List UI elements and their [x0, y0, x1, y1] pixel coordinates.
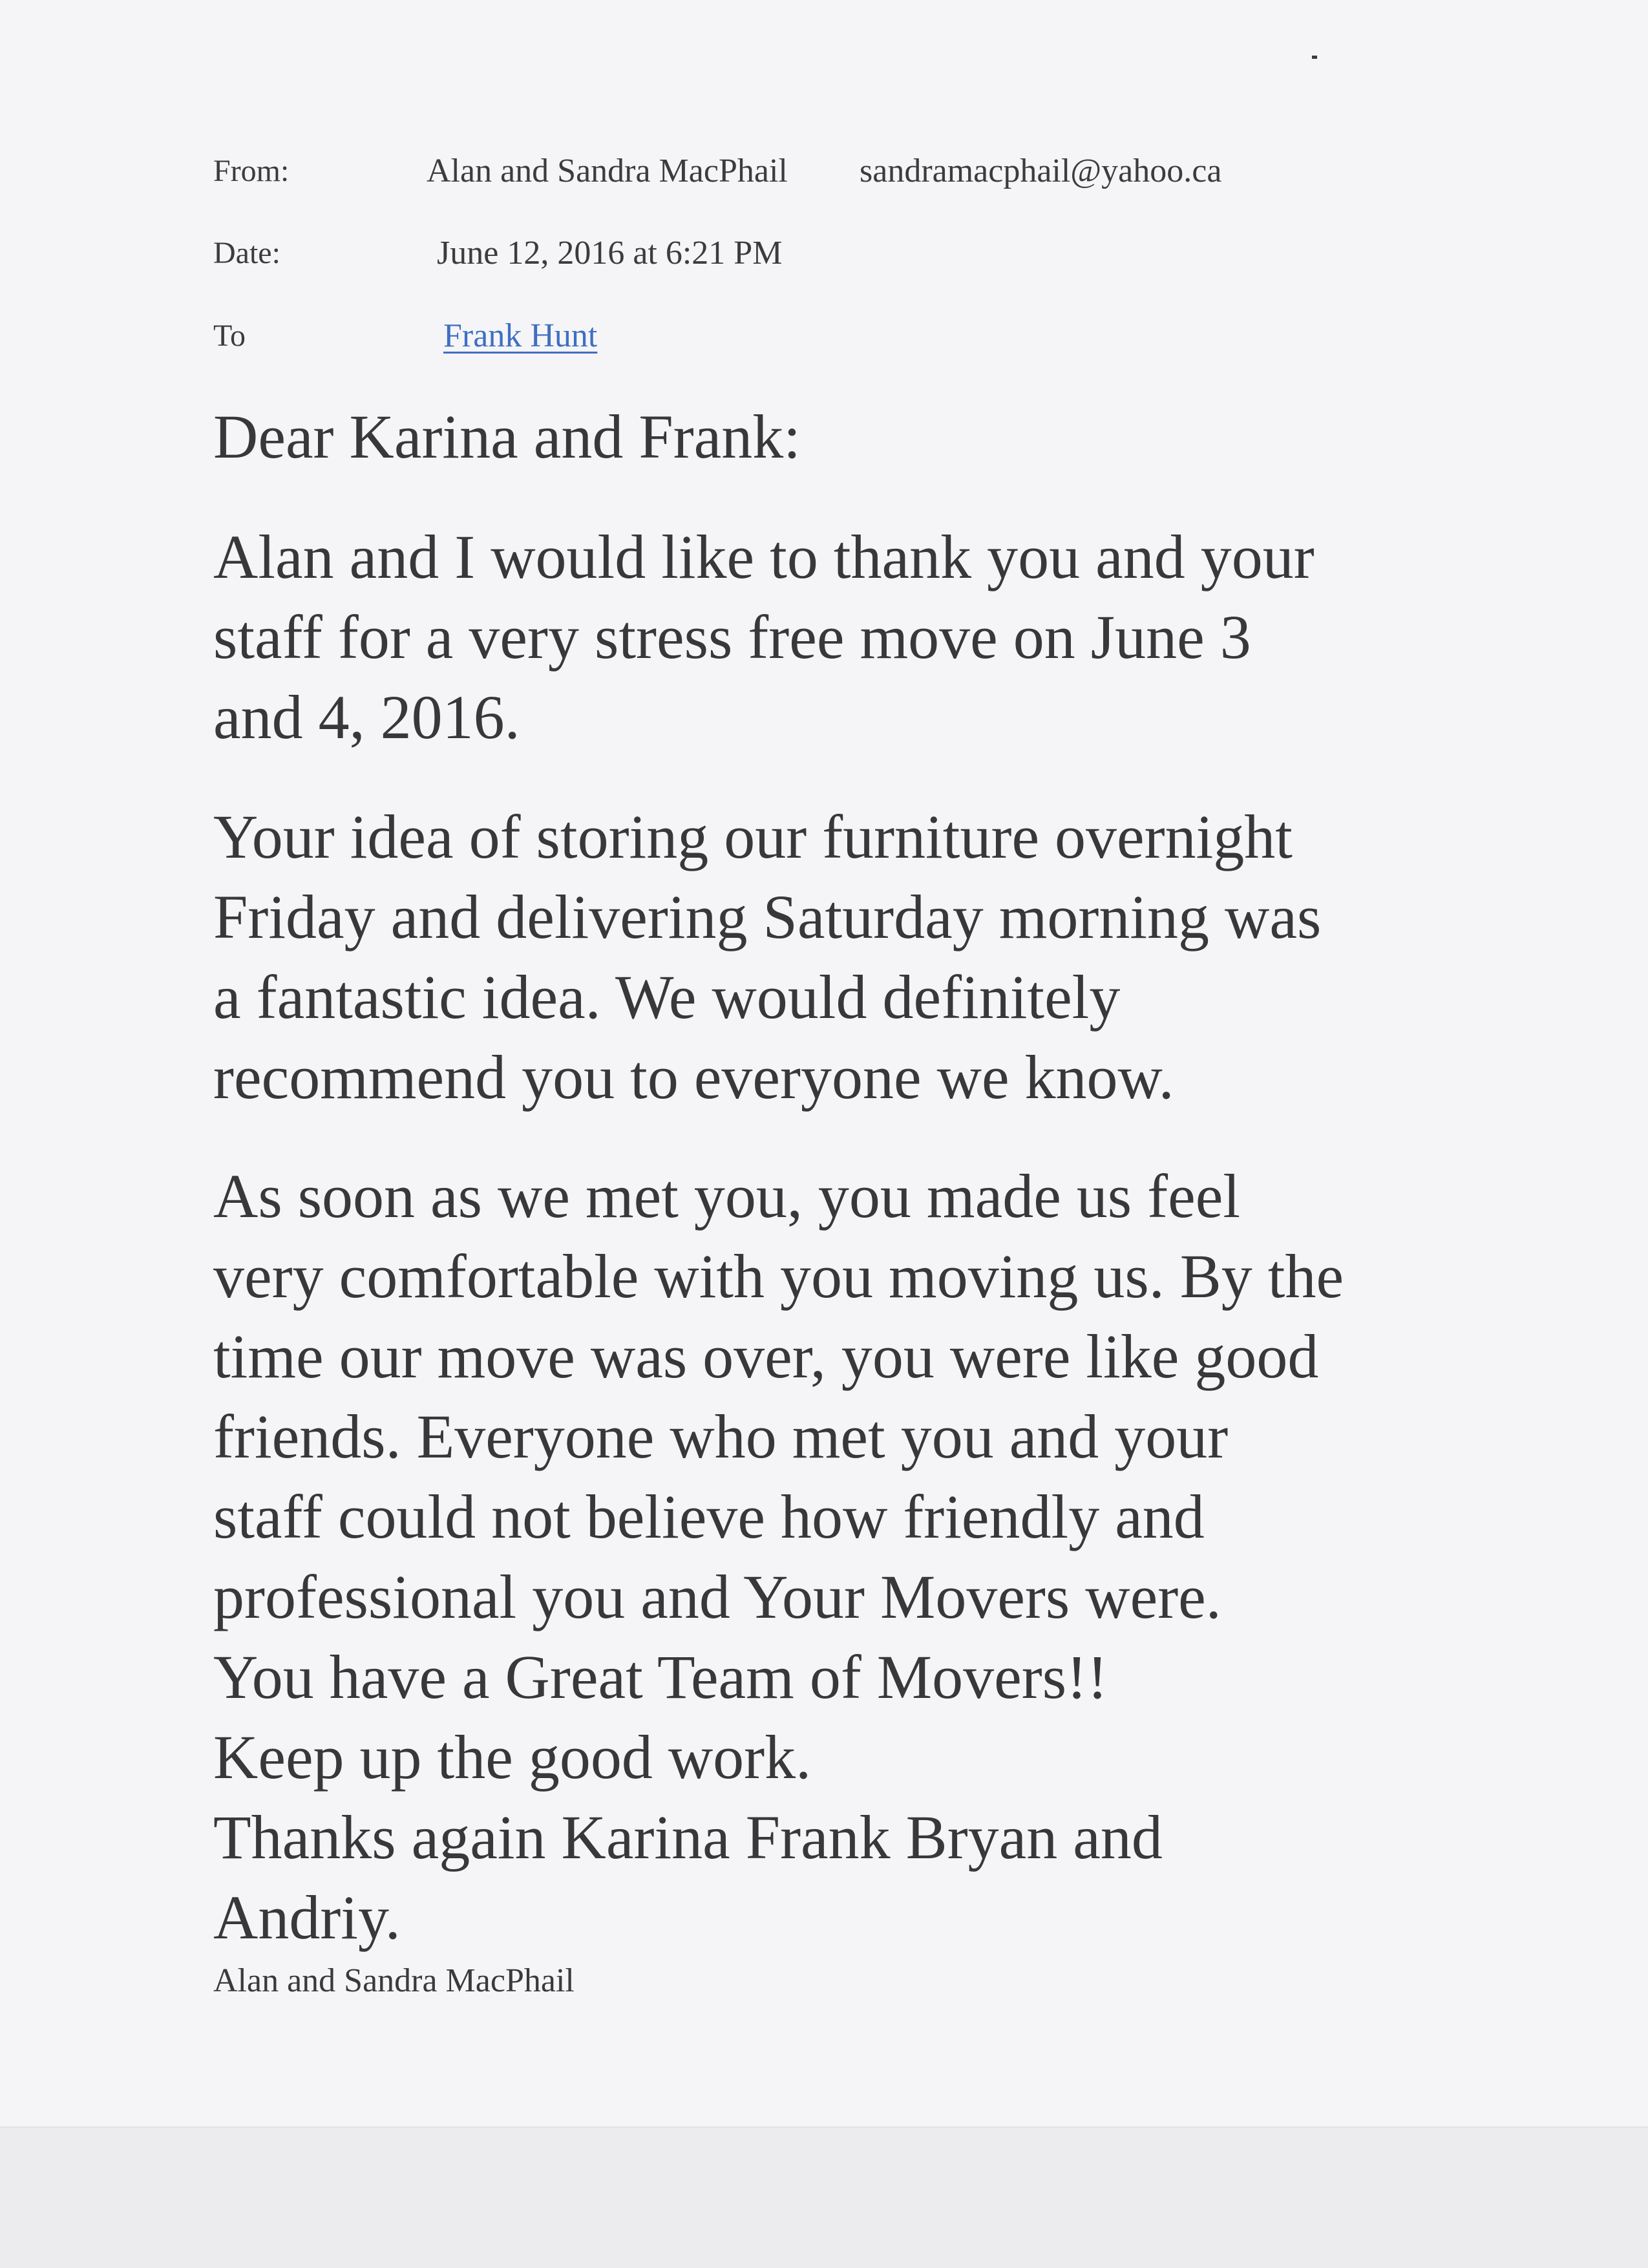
text-line: Keep up the good work. [213, 1722, 812, 1792]
from-label: From: [213, 154, 290, 188]
greeting [213, 397, 1532, 477]
to-label: To [213, 319, 246, 353]
paragraph-thanks [213, 517, 1532, 758]
scan-speck [1312, 56, 1317, 59]
text-line: Thanks again Karina Frank Bryan and [213, 1803, 1163, 1872]
text-line: a fantastic idea. We would definitely [213, 962, 1121, 1032]
paragraph-storage-idea [213, 797, 1532, 1118]
text-line: staff for a very stress free move on June 3 [213, 602, 1251, 672]
recipient-link[interactable]: Frank Hunt [443, 317, 598, 354]
text-line: very comfortable with you moving us. By the [213, 1242, 1344, 1311]
text-line: Friday and delivering Saturday morning was [213, 882, 1322, 951]
date-label: Date: [213, 236, 280, 270]
text-line: time our move was over, you were like good [213, 1322, 1319, 1391]
sender-email: sandramacphail@yahoo.ca [860, 153, 1222, 189]
text-line: staff could not believe how friendly and [213, 1482, 1205, 1551]
scan-bottom-margin [0, 2126, 1648, 2268]
text-line: You have a Great Team of Movers!! [213, 1642, 1108, 1712]
text-line: Your idea of storing our furniture overnight [213, 802, 1293, 871]
to-row [0, 313, 1648, 359]
text-line: Alan and I would like to thank you and your [213, 522, 1315, 591]
from-row [0, 149, 1648, 194]
signature: Alan and Sandra MacPhail [213, 1962, 575, 1999]
date-row [0, 231, 1648, 276]
text-line: professional you and Your Movers were. [213, 1562, 1221, 1631]
text-line: and 4, 2016. [213, 683, 520, 752]
text-line: friends. Everyone who met you and your [213, 1402, 1229, 1471]
sender-name: Alan and Sandra MacPhail [427, 153, 788, 189]
text-line: As soon as we met you, you made us feel [213, 1161, 1241, 1231]
text-line: recommend you to everyone we know. [213, 1043, 1174, 1112]
greeting-line: Dear Karina and Frank: [213, 402, 801, 471]
paragraph-praise [213, 1156, 1532, 1958]
text-line: Andriy. [213, 1883, 401, 1952]
sent-date: June 12, 2016 at 6:21 PM [437, 235, 783, 271]
